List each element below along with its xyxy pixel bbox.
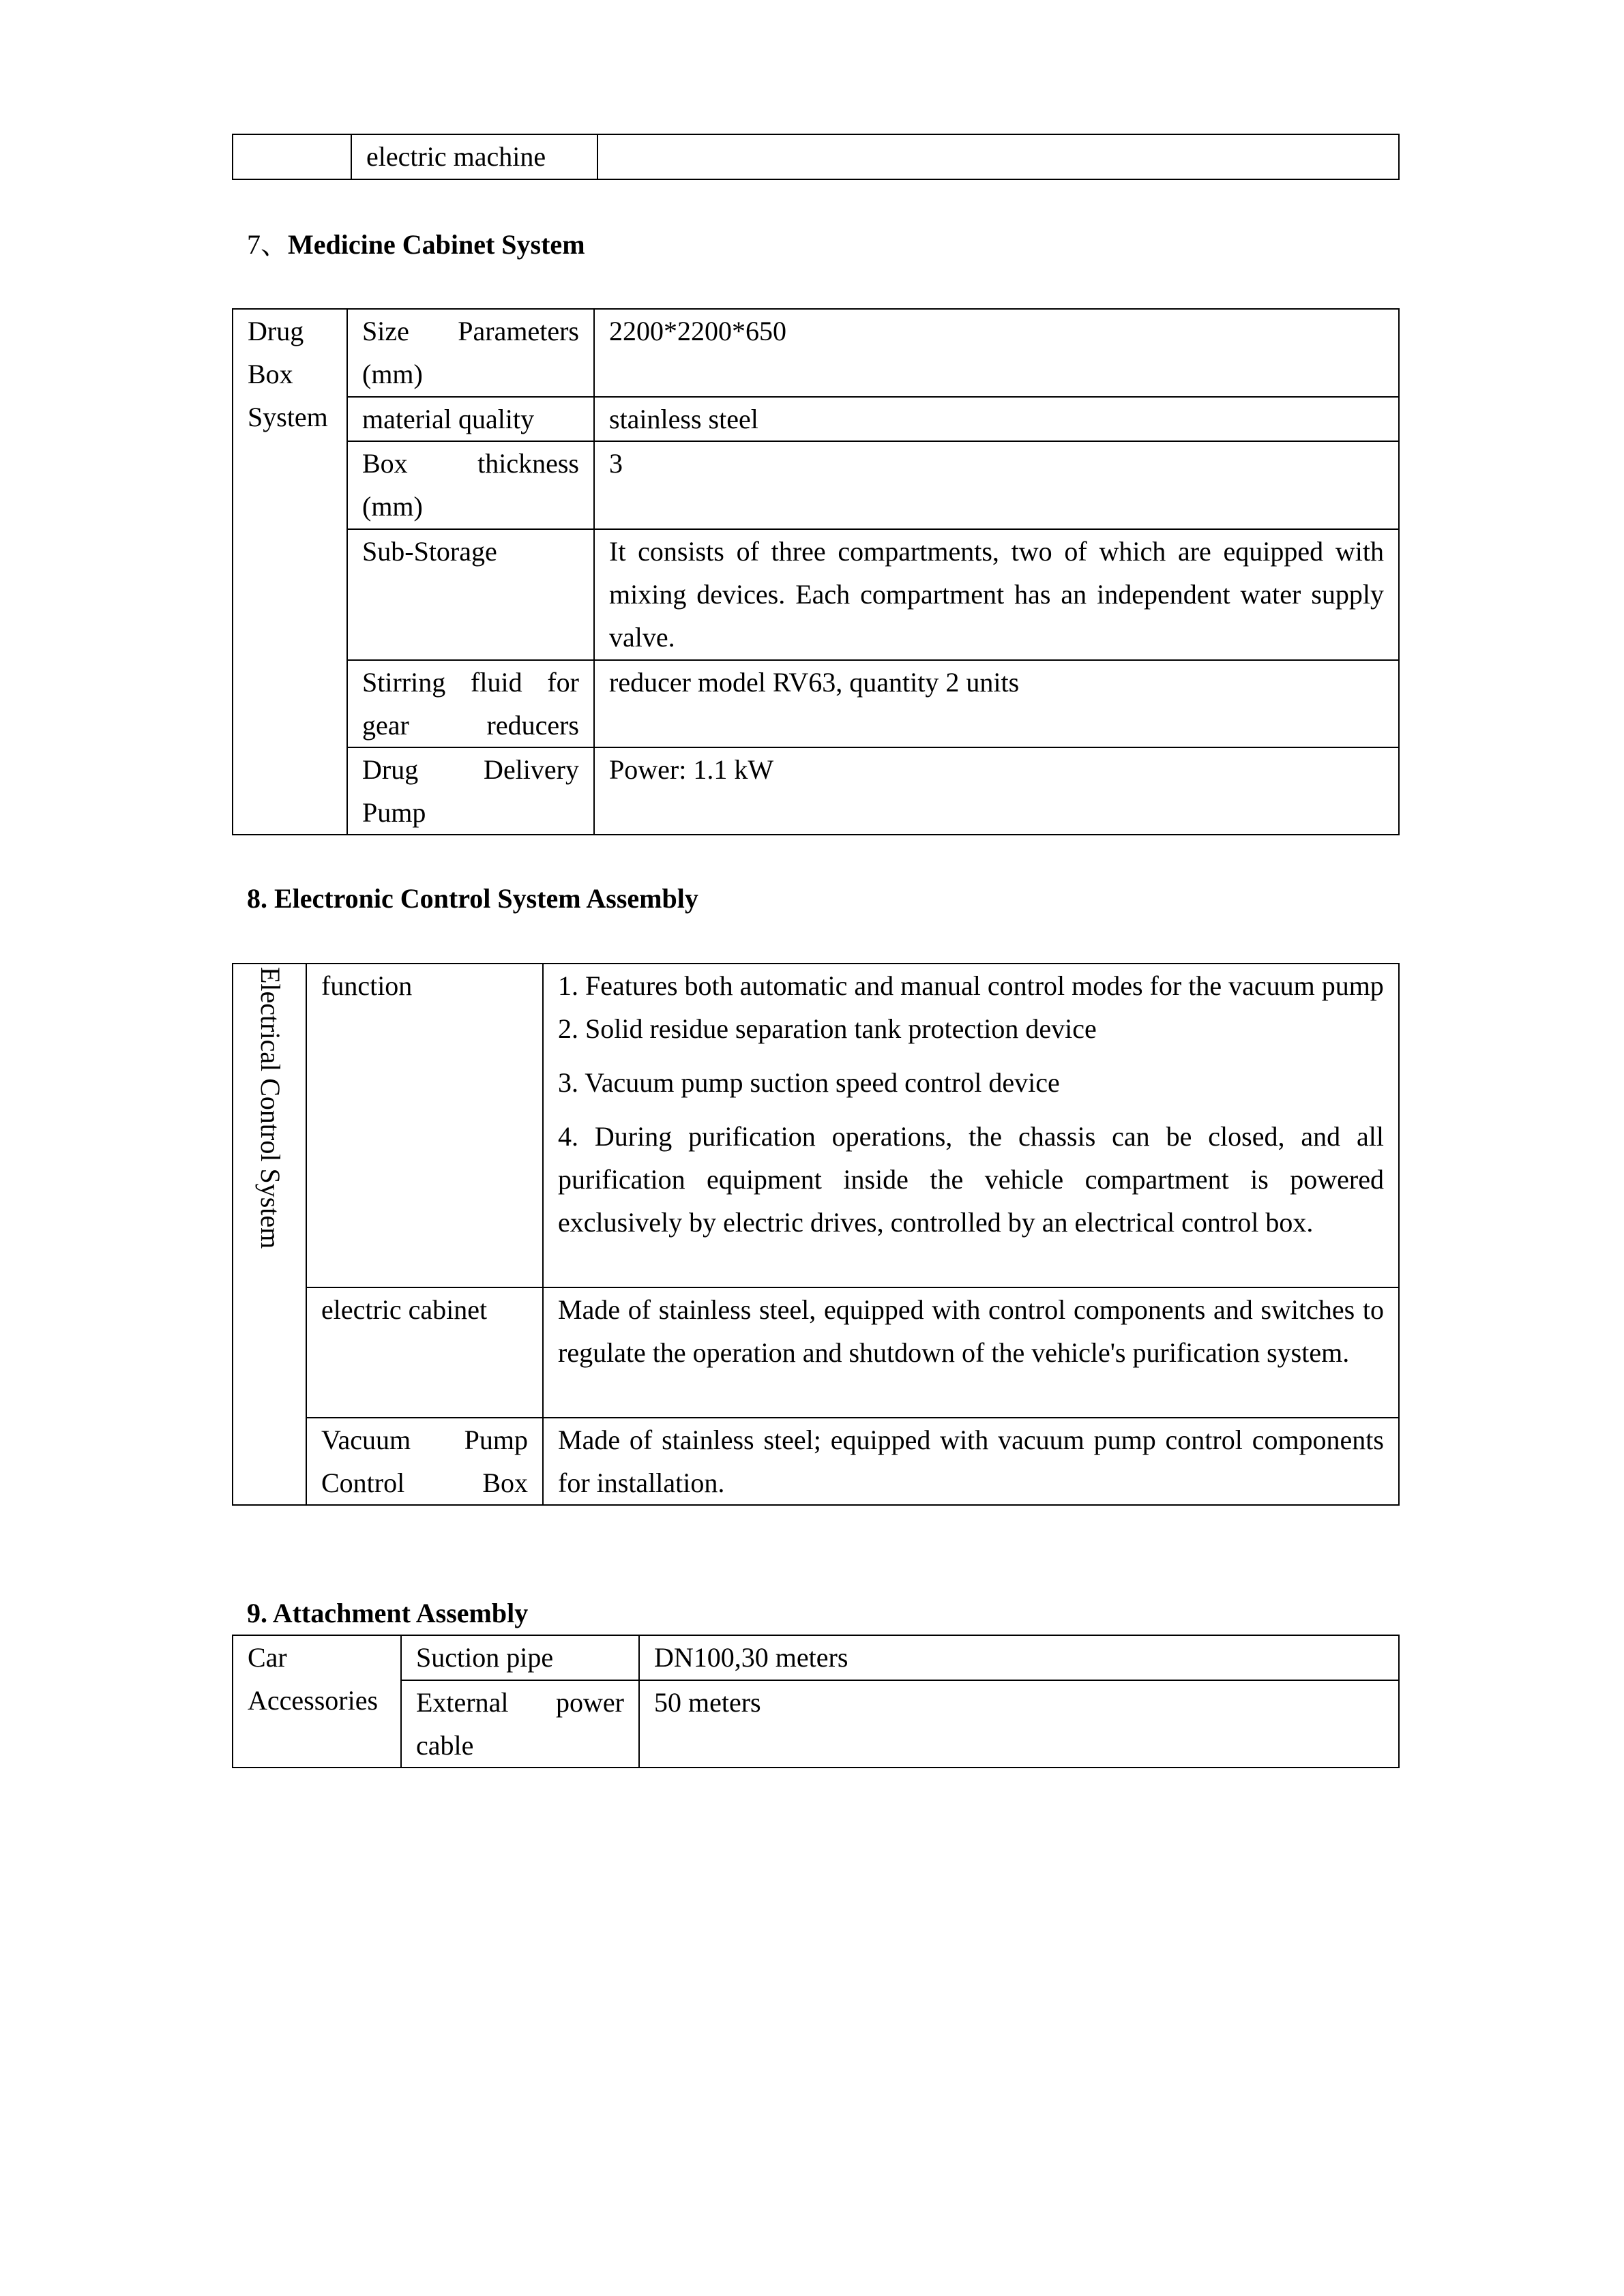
list-item: 3. Vacuum pump suction speed control device — [558, 1067, 1060, 1098]
table-row — [233, 134, 1399, 179]
electronic-control-table — [232, 963, 1400, 1506]
table-cell: electric machine — [351, 134, 597, 179]
row-label: function — [306, 964, 543, 1287]
section-9-heading: 9. Attachment Assembly — [247, 1598, 529, 1628]
section-title: Medicine Cabinet System — [288, 229, 585, 260]
table-row — [233, 964, 1399, 1287]
row-value: 2200*2200*650 — [594, 309, 1399, 397]
medicine-cabinet-table — [232, 308, 1400, 835]
row-label: Vacuum Pump Control Box — [306, 1418, 543, 1505]
group-label: Electrical Control System — [255, 967, 286, 1249]
table-row — [233, 441, 1399, 529]
section-8-heading: 8. Electronic Control System Assembly — [247, 883, 698, 914]
row-value: stainless steel — [594, 397, 1399, 441]
table-row — [233, 1635, 1399, 1680]
row-value: Made of stainless steel, equipped with control components and switches to regulate the operation and shutdown of the vehicle's purification system. — [543, 1287, 1399, 1418]
list-item: 1. Features both automatic and manual control modes for the vacuum pump — [558, 970, 1384, 1001]
function-list — [543, 964, 1399, 1287]
table-row — [233, 660, 1399, 747]
row-value: DN100,30 meters — [639, 1635, 1399, 1680]
table-row — [233, 529, 1399, 660]
group-cell-vertical — [233, 964, 306, 1505]
table-row — [233, 1680, 1399, 1768]
group-cell: Drug Box System — [233, 309, 347, 835]
row-value: reducer model RV63, quantity 2 units — [594, 660, 1399, 747]
table-row — [233, 397, 1399, 441]
row-label: Box thickness (mm) — [347, 441, 594, 529]
list-item: 2. Solid residue separation tank protection device — [558, 1013, 1097, 1044]
table-row — [233, 1418, 1399, 1505]
section-7-heading — [247, 228, 585, 262]
row-value: Made of stainless steel; equipped with vacuum pump control components for installation. — [543, 1418, 1399, 1505]
list-item: 4. During purification operations, the chassis can be closed, and all purification equipment inside the vehicle compartment is powered exclusively by electric drives, controlled by an electrical control box. — [558, 1121, 1384, 1238]
row-value: It consists of three compartments, two of which are equipped with mixing devices. Each compartment has an independent water supply valve. — [594, 529, 1399, 660]
row-label: material quality — [347, 397, 594, 441]
row-value: Power: 1.1 kW — [594, 747, 1399, 835]
row-label: Suction pipe — [401, 1635, 639, 1680]
table-cell-empty — [597, 134, 1399, 179]
row-label: electric cabinet — [306, 1287, 543, 1418]
row-label: Sub-Storage — [347, 529, 594, 660]
section-number: 7、 — [247, 229, 288, 260]
row-value: 50 meters — [639, 1680, 1399, 1768]
row-value: 3 — [594, 441, 1399, 529]
table-cell-empty — [233, 134, 351, 179]
table-row — [233, 1287, 1399, 1418]
attachment-table — [232, 1635, 1400, 1768]
top-table — [232, 134, 1400, 180]
table-row — [233, 747, 1399, 835]
row-label: Size Parameters (mm) — [347, 309, 594, 397]
row-label: Stirring fluid for gear reducers — [347, 660, 594, 747]
row-label: Drug Delivery Pump — [347, 747, 594, 835]
group-cell: Car Accessories — [233, 1635, 401, 1768]
row-label: External power cable — [401, 1680, 639, 1768]
table-row — [233, 309, 1399, 397]
